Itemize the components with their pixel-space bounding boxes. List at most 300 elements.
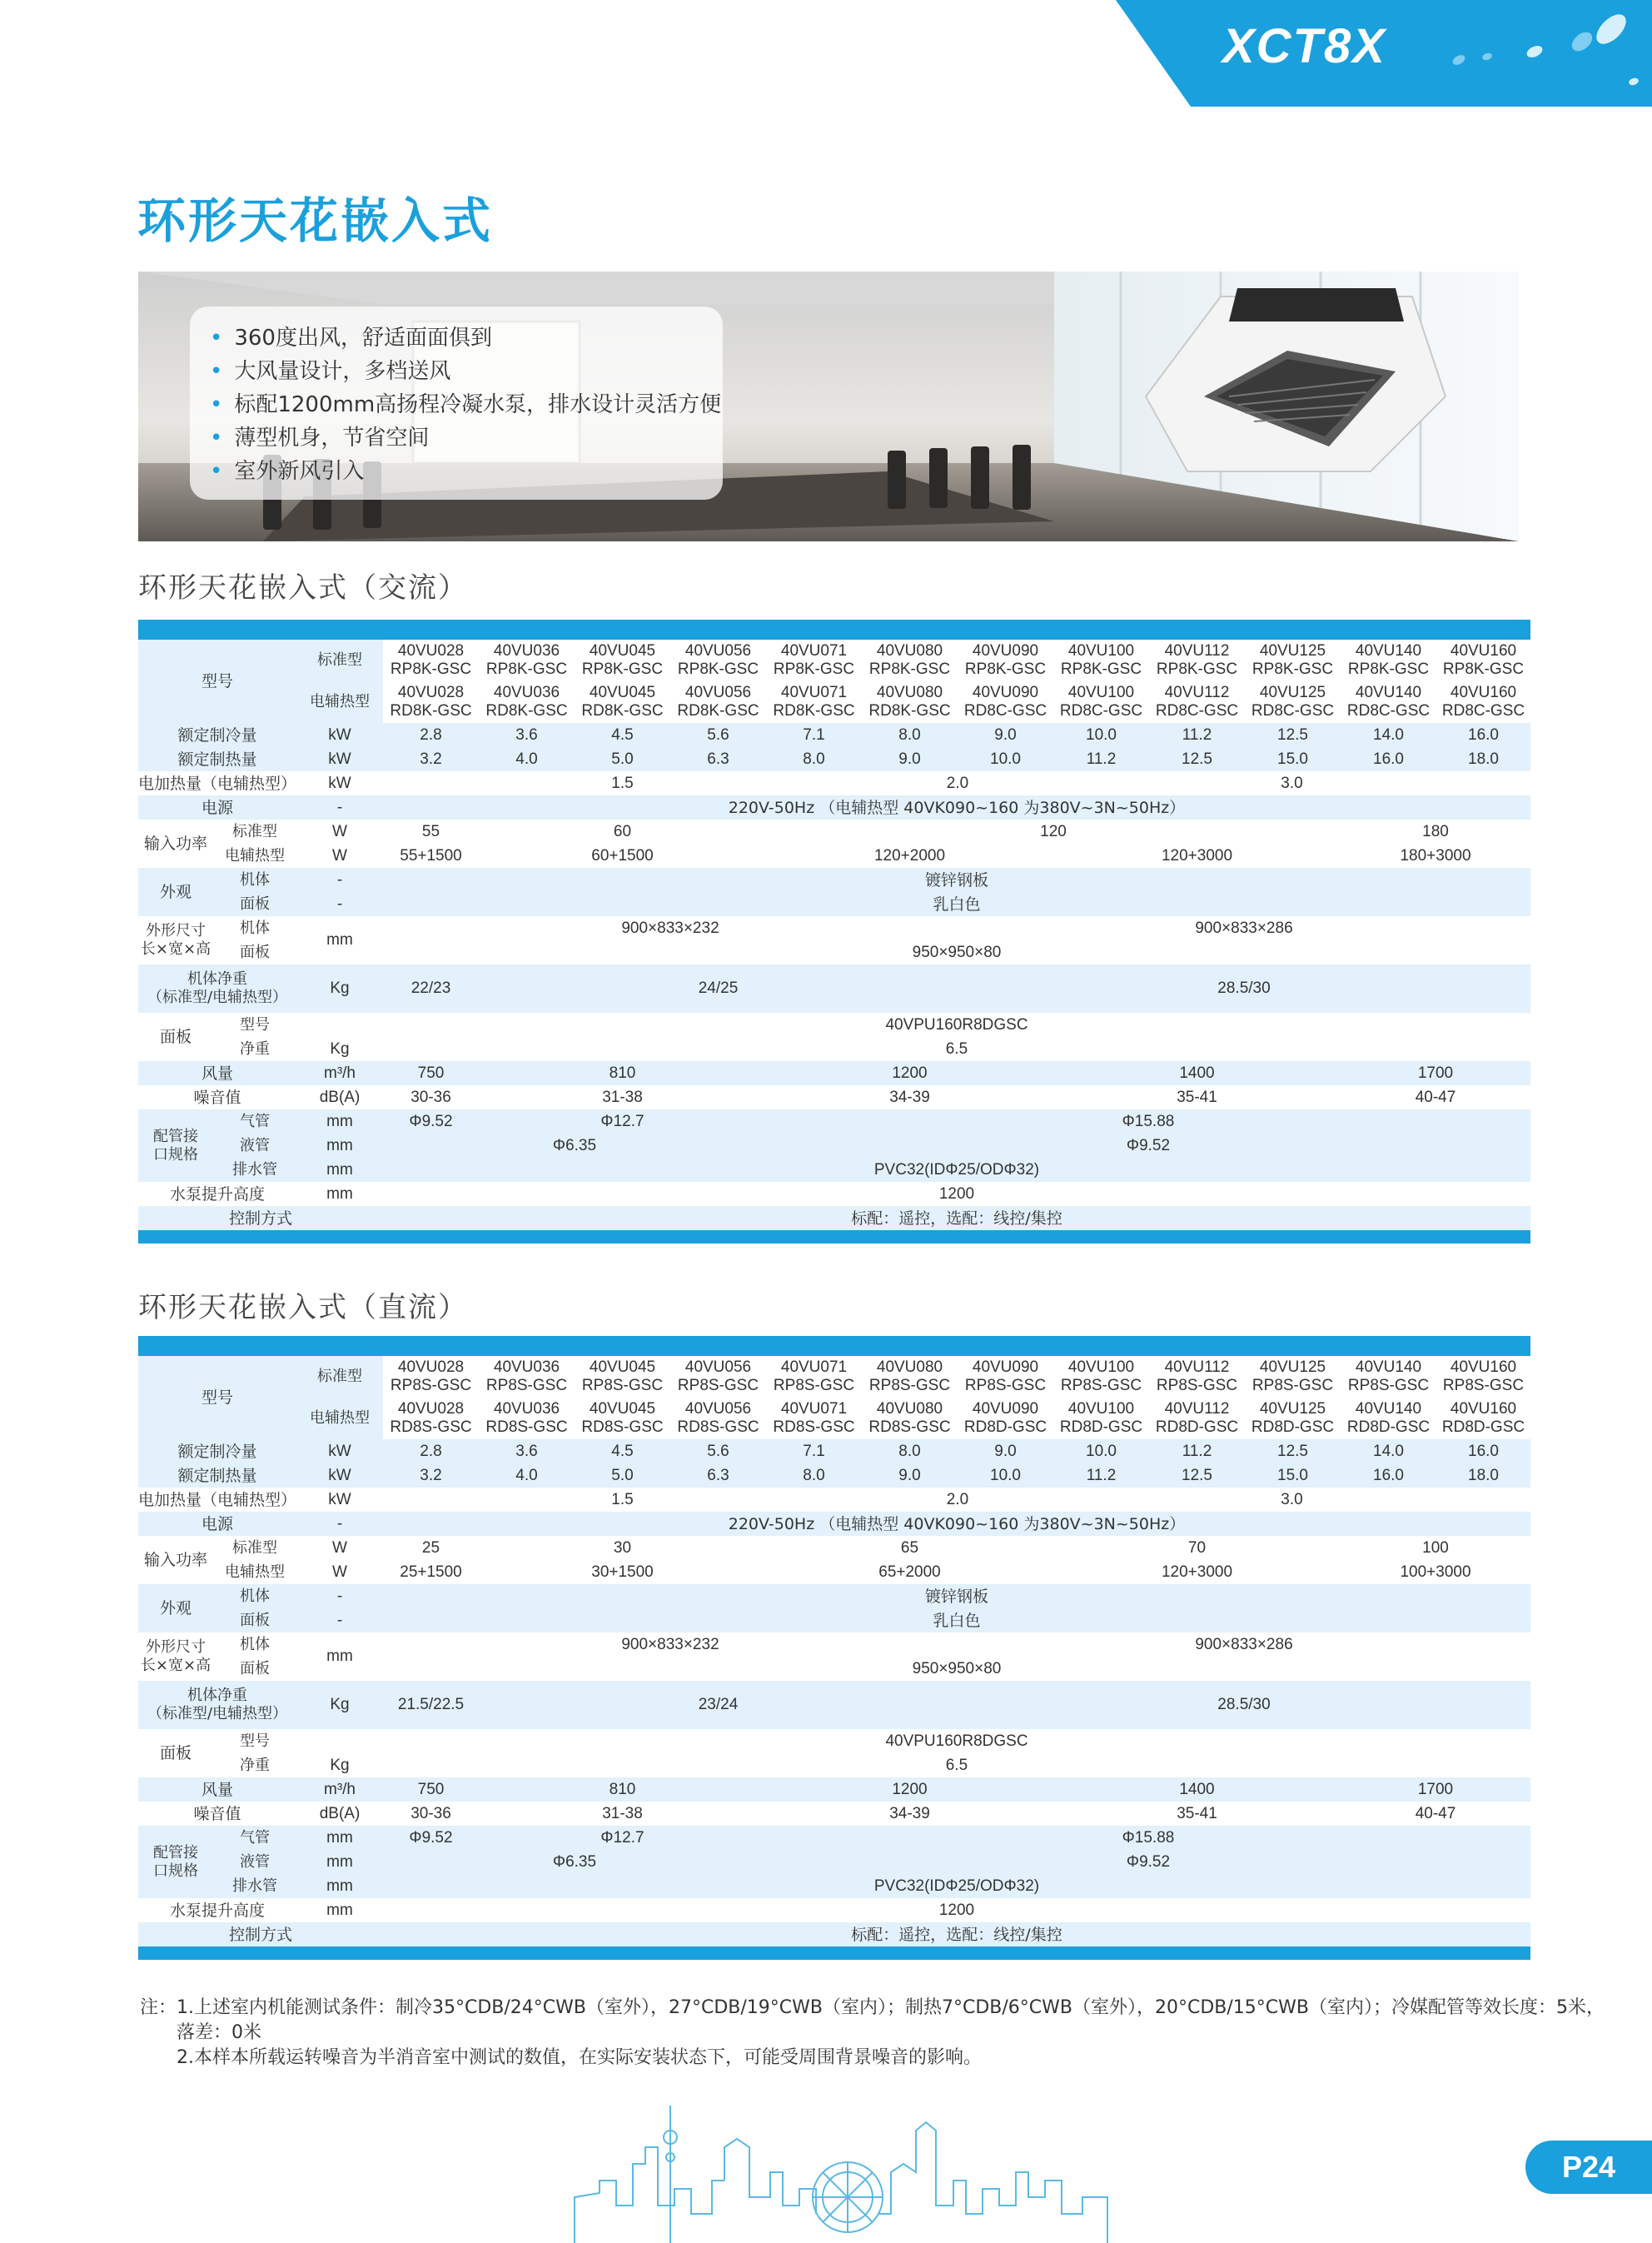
table-row xyxy=(138,964,1530,1013)
dc-spec-table xyxy=(138,1336,1530,1960)
table-cell: kW xyxy=(296,1463,383,1488)
table-cell: 30-36 xyxy=(383,1802,479,1826)
model-cell: 40VU100 RD8C-GSC xyxy=(1053,681,1149,723)
table-cell: 4.5 xyxy=(575,1439,670,1463)
table-cell: 3.6 xyxy=(479,1439,575,1463)
table-cell: - xyxy=(296,1608,383,1632)
table-cell: 1400 xyxy=(1053,1061,1341,1085)
table-row xyxy=(138,1850,1530,1874)
feature-item: • 标配1200mm高扬程冷凝水泵，排水设计灵活方便 xyxy=(210,392,722,417)
table-cell: m³/h xyxy=(296,1061,383,1085)
table-cell: 电加热量（电辅热型） xyxy=(138,1488,296,1512)
table-cell: 8.0 xyxy=(862,723,958,747)
table-row xyxy=(138,1182,1530,1206)
table-row xyxy=(138,892,1530,916)
table-cell: 5.6 xyxy=(670,723,766,747)
table-cell: 乳白色 xyxy=(383,1608,1530,1632)
model-cell: 40VU100 RP8S-GSC xyxy=(1053,1356,1149,1398)
table-cell: 额定制冷量 xyxy=(138,723,296,747)
table-row xyxy=(138,747,1530,771)
table-cell: 12.5 xyxy=(1149,747,1245,771)
table-cell: kW xyxy=(296,747,383,771)
table-cell: Φ6.35 xyxy=(383,1850,766,1874)
table-spacer: 机体净重 （标准型/电辅热型） xyxy=(138,1681,296,1729)
table-cell: 电源 xyxy=(138,795,296,820)
table-cell: 3.2 xyxy=(383,747,479,771)
table-cell: 750 xyxy=(383,1777,479,1802)
model-cell: 40VU125 RP8K-GSC xyxy=(1245,640,1341,681)
table-cell: 3.6 xyxy=(479,723,575,747)
model-label: 型号 xyxy=(138,640,296,723)
table-cell: 1200 xyxy=(766,1777,1053,1802)
table-cell: mm xyxy=(296,1134,383,1158)
table-cell: kW xyxy=(296,771,383,795)
model-cell: 40VU080 RP8K-GSC xyxy=(862,640,958,681)
table-cell: 40VPU160R8DGSC xyxy=(383,1729,1530,1753)
table-cell: kW xyxy=(296,723,383,747)
table-cell: 1700 xyxy=(1341,1777,1530,1802)
table-cell: 电辅热型 xyxy=(213,1560,296,1584)
table-cell: 型号 xyxy=(213,1729,296,1753)
model-cell: 40VU140 RP8S-GSC xyxy=(1341,1356,1436,1398)
table-cell: 35-41 xyxy=(1053,1085,1341,1109)
table-cell: 24/25 xyxy=(479,964,958,1013)
city-skyline-illustration xyxy=(566,2097,1116,2243)
table-cell: 4.0 xyxy=(479,1463,575,1488)
table-cell: 31-38 xyxy=(479,1085,766,1109)
table-cell: - xyxy=(296,1584,383,1608)
model-cell: 40VU036 RP8S-GSC xyxy=(479,1356,575,1398)
heat-type-label: 电辅热型 xyxy=(296,681,383,723)
table-cell: 噪音值 xyxy=(138,1085,296,1109)
table-cell: mm xyxy=(296,1898,383,1922)
table-cell: 11.2 xyxy=(1149,1439,1245,1463)
table-row xyxy=(138,1922,1530,1946)
table-cell: Φ6.35 xyxy=(383,1134,766,1158)
table-cell: 120+2000 xyxy=(766,844,1053,868)
table-cell: 标配：遥控，选配：线控/集控 xyxy=(383,1922,1530,1946)
table-cell: Φ12.7 xyxy=(479,1109,766,1134)
model-cell: 40VU160 RD8D-GSC xyxy=(1436,1398,1530,1439)
feature-list xyxy=(190,307,723,488)
table-cell: 电辅热型 xyxy=(213,844,296,868)
table-spacer xyxy=(296,1013,383,1037)
table-cell: 面板 xyxy=(138,1013,213,1061)
table-cell: W xyxy=(296,820,383,844)
model-cell: 40VU071 RP8K-GSC xyxy=(766,640,862,681)
table-cell: 液管 xyxy=(213,1850,296,1874)
table-cell: W xyxy=(296,844,383,868)
table-cell: 机体 xyxy=(213,1632,296,1657)
table-cell: 810 xyxy=(479,1061,766,1085)
table-row xyxy=(138,1061,1530,1085)
table-cell: 30 xyxy=(479,1536,766,1560)
table-cell: 40-47 xyxy=(1341,1802,1530,1826)
table-cell: 12.5 xyxy=(1245,1439,1341,1463)
table-cell: 1200 xyxy=(383,1898,1530,1922)
model-cell: 40VU071 RP8S-GSC xyxy=(766,1356,862,1398)
table-cell: 净重 xyxy=(213,1037,296,1061)
table-row xyxy=(138,1158,1530,1182)
table-cell: 12.5 xyxy=(1149,1463,1245,1488)
table-cell: 16.0 xyxy=(1436,1439,1530,1463)
table-cell: 16.0 xyxy=(1341,1463,1436,1488)
table-cell: 6.3 xyxy=(670,747,766,771)
table-cell: 100 xyxy=(1341,1536,1530,1560)
table-cell: 65+2000 xyxy=(766,1560,1053,1584)
table-cell: 4.0 xyxy=(479,747,575,771)
table-row xyxy=(138,1463,1530,1488)
table-cell: 7.1 xyxy=(766,723,862,747)
model-cell: 40VU028 RP8K-GSC xyxy=(383,640,479,681)
table-cell: kW xyxy=(296,1439,383,1463)
feature-item: • 大风量设计，多档送风 xyxy=(210,359,451,384)
table-cell: Φ12.7 xyxy=(479,1826,766,1850)
table-cell: 34-39 xyxy=(766,1802,1053,1826)
table-cell: 输入功率 xyxy=(138,820,213,868)
table-spacer xyxy=(296,1729,383,1753)
model-cell: 40VU045 RD8K-GSC xyxy=(575,681,670,723)
table-cell: 810 xyxy=(479,1777,766,1802)
table-row xyxy=(138,1898,1530,1922)
table-row xyxy=(138,820,1530,844)
table-cell: 面板 xyxy=(213,940,296,964)
table-cell: 标配：遥控，选配：线控/集控 xyxy=(383,1206,1530,1230)
table-cell: 1.5 xyxy=(383,771,862,795)
table-cell: Φ9.52 xyxy=(766,1850,1530,1874)
table-row xyxy=(138,723,1530,747)
brand-logo: XCT8X xyxy=(1222,19,1386,73)
table-cell: m³/h xyxy=(296,1777,383,1802)
table-cell: 镀锌钢板 xyxy=(383,868,1530,892)
table-cell: 900×833×286 xyxy=(958,1632,1530,1657)
table-cell: 镀锌钢板 xyxy=(383,1584,1530,1608)
model-cell: 40VU071 RD8S-GSC xyxy=(766,1398,862,1439)
table-row xyxy=(138,868,1530,892)
table-row xyxy=(138,1777,1530,1802)
table-cell: 23/24 xyxy=(479,1681,958,1729)
table-cell: 额定制热量 xyxy=(138,1463,296,1488)
table-row xyxy=(138,1037,1530,1061)
table-cell: 2.8 xyxy=(383,723,479,747)
table-row xyxy=(138,1109,1530,1134)
table-cell: 气管 xyxy=(213,1826,296,1850)
table-cell: 乳白色 xyxy=(383,892,1530,916)
model-cell: 40VU056 RD8S-GSC xyxy=(670,1398,766,1439)
table-cell: 220V-50Hz （电辅热型 40VK090~160 为380V~3N~50Hz） xyxy=(383,795,1530,820)
model-label: 型号 xyxy=(138,1356,296,1439)
table-cell: 标准型 xyxy=(213,820,296,844)
model-cell: 40VU028 RD8S-GSC xyxy=(383,1398,479,1439)
table-cell: - xyxy=(296,1512,383,1536)
table-row xyxy=(138,1802,1530,1826)
note-line: 落差：0米 xyxy=(177,2022,261,2043)
table-cell: 900×833×232 xyxy=(383,916,958,940)
model-cell: 40VU140 RD8D-GSC xyxy=(1341,1398,1436,1439)
table-cell: mm xyxy=(296,1874,383,1898)
model-cell: 40VU090 RD8C-GSC xyxy=(958,681,1053,723)
table-cell: 标准型 xyxy=(213,1536,296,1560)
table-cell: 6.5 xyxy=(383,1037,1530,1061)
model-cell: 40VU071 RD8K-GSC xyxy=(766,681,862,723)
table-cell: 950×950×80 xyxy=(383,940,1530,964)
table-cell: 气管 xyxy=(213,1109,296,1134)
table-cell: 30-36 xyxy=(383,1085,479,1109)
model-cell: 40VU090 RP8S-GSC xyxy=(958,1356,1053,1398)
table-cell: 30+1500 xyxy=(479,1560,766,1584)
table-cell: 16.0 xyxy=(1436,723,1530,747)
table-cell: 28.5/30 xyxy=(958,964,1530,1013)
table-cell: 输入功率 xyxy=(138,1536,213,1584)
table-cell: PVC32(IDΦ25/ODΦ32) xyxy=(383,1158,1530,1182)
table-cell: 40VPU160R8DGSC xyxy=(383,1013,1530,1037)
table-cell: 18.0 xyxy=(1436,747,1530,771)
table-cell: 120+3000 xyxy=(1053,844,1341,868)
model-cell: 40VU125 RP8S-GSC xyxy=(1245,1356,1341,1398)
table-spacer xyxy=(138,1336,1530,1356)
table-cell: 排水管 xyxy=(213,1874,296,1898)
table-cell: 9.0 xyxy=(958,1439,1053,1463)
table-cell: mm xyxy=(296,916,383,964)
table-cell: 面板 xyxy=(213,892,296,916)
table-cell: Kg xyxy=(296,1037,383,1061)
model-cell: 40VU125 RD8C-GSC xyxy=(1245,681,1341,723)
table-cell: 900×833×232 xyxy=(383,1632,958,1657)
table-row xyxy=(138,771,1530,795)
table-cell: 100+3000 xyxy=(1341,1560,1530,1584)
table-cell: 2.8 xyxy=(383,1439,479,1463)
table-cell: 220V-50Hz （电辅热型 40VK090~160 为380V~3N~50Hz） xyxy=(383,1512,1530,1536)
table-cell: 噪音值 xyxy=(138,1802,296,1826)
table-cell: 180+3000 xyxy=(1341,844,1530,868)
table-cell: 面板 xyxy=(213,1608,296,1632)
std-type-label: 标准型 xyxy=(296,640,383,681)
table-spacer: 外形尺寸 长×宽×高 xyxy=(138,916,213,964)
table-cell: 5.6 xyxy=(670,1439,766,1463)
table-cell: 31-38 xyxy=(479,1802,766,1826)
table-spacer xyxy=(138,1230,1530,1244)
table-row xyxy=(138,1085,1530,1109)
model-cell: 40VU028 RD8K-GSC xyxy=(383,681,479,723)
ac-spec-table xyxy=(138,620,1530,1244)
table-cell: 60 xyxy=(479,820,766,844)
table-cell: 900×833×286 xyxy=(958,916,1530,940)
model-cell: 40VU090 RP8K-GSC xyxy=(958,640,1053,681)
table-row xyxy=(138,1681,1530,1729)
model-cell: 40VU036 RD8S-GSC xyxy=(479,1398,575,1439)
table-cell: 28.5/30 xyxy=(958,1681,1530,1729)
table-cell: 外观 xyxy=(138,868,213,916)
table-cell: kW xyxy=(296,1488,383,1512)
table-spacer xyxy=(138,1946,1530,1960)
table-cell: 65 xyxy=(766,1536,1053,1560)
table-cell: 180 xyxy=(1341,820,1530,844)
table-row xyxy=(138,1439,1530,1463)
model-cell: 40VU112 RP8S-GSC xyxy=(1149,1356,1245,1398)
table-cell: 控制方式 xyxy=(138,1206,383,1230)
model-cell: 40VU080 RD8K-GSC xyxy=(862,681,958,723)
table-cell: 面板 xyxy=(138,1729,213,1777)
table-row xyxy=(138,1134,1530,1158)
table-cell: 12.5 xyxy=(1245,723,1341,747)
table-cell: 3.0 xyxy=(1053,1488,1530,1512)
model-cell: 40VU100 RP8K-GSC xyxy=(1053,640,1149,681)
table-row xyxy=(138,1488,1530,1512)
table-cell: 9.0 xyxy=(958,723,1053,747)
table-spacer: 外形尺寸 长×宽×高 xyxy=(138,1632,213,1681)
table-cell: 120 xyxy=(766,820,1341,844)
table-cell: 60+1500 xyxy=(479,844,766,868)
model-cell: 40VU056 RP8S-GSC xyxy=(670,1356,766,1398)
table-cell: 机体 xyxy=(213,916,296,940)
table-row xyxy=(138,1608,1530,1632)
table-cell: 6.5 xyxy=(383,1753,1530,1777)
table-spacer: 配管接 口规格 xyxy=(138,1109,213,1182)
table-cell: 外观 xyxy=(138,1584,213,1632)
table-row xyxy=(138,916,1530,940)
table-row xyxy=(138,844,1530,868)
std-type-label: 标准型 xyxy=(296,1356,383,1398)
table-cell: 22/23 xyxy=(383,964,479,1013)
table-cell: 15.0 xyxy=(1245,747,1341,771)
table-cell: 9.0 xyxy=(862,747,958,771)
table-cell: 120+3000 xyxy=(1053,1560,1341,1584)
table-cell: 35-41 xyxy=(1053,1802,1341,1826)
table-cell: 21.5/22.5 xyxy=(383,1681,479,1729)
table-cell: Kg xyxy=(296,964,383,1013)
table-cell: 25 xyxy=(383,1536,479,1560)
table-cell: 水泵提升高度 xyxy=(138,1182,296,1206)
feature-item: • 360度出风，舒适面面俱到 xyxy=(210,326,492,351)
page-title: 环形天花嵌入式 xyxy=(137,192,494,249)
table-cell: 9.0 xyxy=(862,1463,958,1488)
table-cell: 3.2 xyxy=(383,1463,479,1488)
table-cell: 11.2 xyxy=(1053,1463,1149,1488)
model-cell: 40VU056 RP8K-GSC xyxy=(670,640,766,681)
table-cell: 55 xyxy=(383,820,479,844)
ac-section-title: 环形天花嵌入式（交流） xyxy=(138,571,468,605)
table-cell: 70 xyxy=(1053,1536,1341,1560)
table-cell: 型号 xyxy=(213,1013,296,1037)
table-cell: mm xyxy=(296,1632,383,1681)
table-cell: 18.0 xyxy=(1436,1463,1530,1488)
table-cell: dB(A) xyxy=(296,1085,383,1109)
table-spacer xyxy=(138,620,1530,640)
table-row xyxy=(138,1013,1530,1037)
table-cell: 11.2 xyxy=(1053,747,1149,771)
feature-box xyxy=(190,307,723,500)
table-cell: 5.0 xyxy=(575,747,670,771)
table-cell: - xyxy=(296,868,383,892)
model-cell: 40VU160 RD8C-GSC xyxy=(1436,681,1530,723)
table-cell: 风量 xyxy=(138,1777,296,1802)
model-cell: 40VU100 RD8D-GSC xyxy=(1053,1398,1149,1439)
heat-type-label: 电辅热型 xyxy=(296,1398,383,1439)
table-cell: 8.0 xyxy=(766,747,862,771)
table-cell: 1200 xyxy=(766,1061,1053,1085)
table-cell: 3.0 xyxy=(1053,771,1530,795)
table-cell: 排水管 xyxy=(213,1158,296,1182)
table-cell: 额定制热量 xyxy=(138,747,296,771)
table-cell: 面板 xyxy=(213,1657,296,1681)
table-cell: 1700 xyxy=(1341,1061,1530,1085)
model-cell: 40VU160 RP8S-GSC xyxy=(1436,1356,1530,1398)
table-cell: 10.0 xyxy=(1053,723,1149,747)
table-cell: mm xyxy=(296,1850,383,1874)
table-spacer: 配管接 口规格 xyxy=(138,1826,213,1898)
table-cell: 2.0 xyxy=(862,1488,1053,1512)
model-cell: 40VU112 RP8K-GSC xyxy=(1149,640,1245,681)
table-cell: W xyxy=(296,1560,383,1584)
table-row xyxy=(138,795,1530,820)
table-row xyxy=(138,1826,1530,1850)
table-cell: 电加热量（电辅热型） xyxy=(138,771,296,795)
model-cell: 40VU036 RD8K-GSC xyxy=(479,681,575,723)
model-cell: 40VU045 RP8K-GSC xyxy=(575,640,670,681)
table-cell: Kg xyxy=(296,1681,383,1729)
table-cell: Φ9.52 xyxy=(383,1826,479,1850)
table-row xyxy=(138,1560,1530,1584)
table-row xyxy=(138,1584,1530,1608)
table-cell: dB(A) xyxy=(296,1802,383,1826)
table-cell: PVC32(IDΦ25/ODΦ32) xyxy=(383,1874,1530,1898)
table-cell: 机体 xyxy=(213,868,296,892)
model-cell: 40VU045 RD8S-GSC xyxy=(575,1398,670,1439)
model-cell: 40VU028 RP8S-GSC xyxy=(383,1356,479,1398)
table-cell: 6.3 xyxy=(670,1463,766,1488)
model-cell: 40VU036 RP8K-GSC xyxy=(479,640,575,681)
feature-item: • 室外新风引入 xyxy=(210,459,365,484)
table-cell: 34-39 xyxy=(766,1085,1053,1109)
model-cell: 40VU090 RD8D-GSC xyxy=(958,1398,1053,1439)
table-cell: 10.0 xyxy=(958,747,1053,771)
table-cell: 15.0 xyxy=(1245,1463,1341,1488)
table-cell: 950×950×80 xyxy=(383,1657,1530,1681)
table-cell: - xyxy=(296,795,383,820)
table-spacer: 机体净重 （标准型/电辅热型） xyxy=(138,964,296,1013)
table-cell: mm xyxy=(296,1158,383,1182)
model-cell: 40VU125 RD8D-GSC xyxy=(1245,1398,1341,1439)
table-cell: 10.0 xyxy=(1053,1439,1149,1463)
table-row xyxy=(138,1536,1530,1560)
table-cell: 机体 xyxy=(213,1584,296,1608)
model-cell: 40VU112 RD8C-GSC xyxy=(1149,681,1245,723)
table-cell: 750 xyxy=(383,1061,479,1085)
table-cell: 净重 xyxy=(213,1753,296,1777)
model-cell: 40VU140 RD8C-GSC xyxy=(1341,681,1436,723)
model-cell: 40VU112 RD8D-GSC xyxy=(1149,1398,1245,1439)
table-row xyxy=(138,1632,1530,1657)
table-cell: 7.1 xyxy=(766,1439,862,1463)
footnotes xyxy=(140,1996,1605,2071)
table-cell: 控制方式 xyxy=(138,1922,383,1946)
table-cell: 8.0 xyxy=(766,1463,862,1488)
table-cell: 55+1500 xyxy=(383,844,479,868)
table-cell: 风量 xyxy=(138,1061,296,1085)
table-cell: mm xyxy=(296,1182,383,1206)
table-cell: 40-47 xyxy=(1341,1085,1530,1109)
table-cell: 水泵提升高度 xyxy=(138,1898,296,1922)
table-row xyxy=(138,1206,1530,1230)
table-cell: 4.5 xyxy=(575,723,670,747)
table-cell: 8.0 xyxy=(862,1439,958,1463)
table-row xyxy=(138,1753,1530,1777)
table-cell: 1.5 xyxy=(383,1488,862,1512)
note-line: 注：1.上述室内机能测试条件：制冷35°CDB/24°CWB（室外），27°CDB/19°CWB（室内）；制热7°CDB/6°CWB（室外），20°CDB/15°CWB（室内）；冷媒配管等效长度：5米， xyxy=(140,1997,1605,2018)
model-cell: 40VU080 RP8S-GSC xyxy=(862,1356,958,1398)
table-cell: 10.0 xyxy=(958,1463,1053,1488)
table-cell: 1400 xyxy=(1053,1777,1341,1802)
